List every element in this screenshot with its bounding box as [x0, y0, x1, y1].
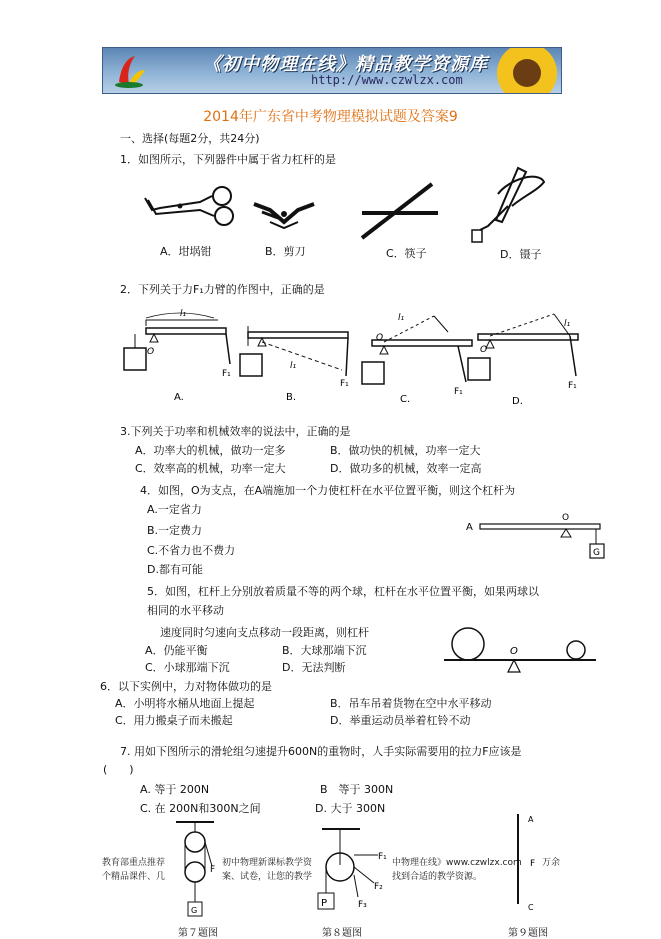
q4-figure — [466, 510, 616, 566]
header-banner — [102, 47, 562, 94]
q2-fig-d — [468, 314, 578, 407]
fig7-pulley — [170, 818, 220, 928]
watermark-far: 万余 — [542, 858, 561, 868]
svg-text:F₁: F₁ — [568, 381, 577, 391]
q3-option-b: B．做功快的机械，功率一定大 — [330, 444, 481, 457]
svg-text:F₁: F₁ — [378, 852, 387, 862]
q2-fig-b — [240, 326, 349, 403]
watermark-right-2: 找到合适的教学资源。 — [392, 872, 483, 882]
q4-option-d: D.都有可能 — [147, 563, 203, 576]
q6-option-a: A．小明将水桶从地面上提起 — [115, 697, 255, 710]
section-heading: 一、选择(每题2分，共24分) — [120, 132, 260, 145]
svg-text:G: G — [593, 548, 600, 558]
q7-option-a: A. 等于 200N — [140, 783, 210, 796]
watermark-left-2: 个精品课件、几 — [102, 872, 166, 882]
q4-stem: 4．如图，O为支点，在A端施加一个力使杠杆在水平位置平衡，则这个杠杆为 — [140, 484, 516, 497]
q5-stem-line2: 相同的水平移动 — [147, 604, 224, 617]
svg-text:D.: D. — [512, 396, 523, 407]
q7-option-d: D. 大于 300N — [315, 802, 386, 815]
svg-text:P: P — [321, 898, 328, 909]
svg-text:A: A — [528, 815, 534, 824]
q2-figures — [118, 306, 588, 406]
svg-text:l₁: l₁ — [290, 361, 297, 371]
watermark-left-1: 教育部重点推荐 — [102, 858, 166, 868]
sunflower-icon — [487, 47, 562, 94]
svg-text:F₁: F₁ — [222, 369, 231, 379]
q1-option-d: D．镊子 — [500, 248, 542, 261]
q2-fig-a — [124, 309, 231, 403]
banner-title: 《初中物理在线》精品教学资源库 — [203, 54, 488, 75]
q5-stem-line3: 速度同时匀速向支点移动一段距离，则杠杆 — [160, 626, 369, 639]
svg-text:O: O — [510, 646, 518, 657]
fig8-caption: 第８题图 — [322, 928, 362, 939]
svg-text:C: C — [528, 903, 534, 912]
q5-option-a: A．仍能平衡 — [145, 644, 208, 657]
q1-figure-scissors — [248, 196, 320, 236]
svg-text:O: O — [376, 333, 384, 343]
logo-icon — [113, 52, 147, 88]
q1-figure-tweezers — [468, 160, 558, 250]
q7-stem: 7. 用如下图所示的滑轮组匀速提升600N的重物时，人手实际需要用的拉力F应该是 — [120, 745, 522, 758]
svg-text:G: G — [191, 906, 198, 915]
q3-option-d: D．做功多的机械，效率一定高 — [330, 462, 482, 475]
svg-text:F₁: F₁ — [454, 387, 463, 397]
q1-option-a: A．坩埚钳 — [160, 245, 212, 258]
svg-text:C.: C. — [400, 394, 411, 405]
svg-text:A.: A. — [174, 392, 184, 403]
q6-option-b: B．吊车吊着货物在空中水平移动 — [330, 697, 492, 710]
q2-stem: 2．下列关于力F₁力臂的作图中，正确的是 — [120, 283, 325, 296]
q3-option-a: A．功率大的机械，做功一定多 — [135, 444, 286, 457]
q1-figure-chopsticks — [356, 180, 446, 245]
svg-text:F₁: F₁ — [340, 379, 349, 389]
svg-text:B.: B. — [286, 392, 297, 403]
q5-option-d: D．无法判断 — [282, 661, 346, 674]
q5-option-b: B．大球那端下沉 — [282, 644, 367, 657]
q4-option-a: A.一定省力 — [147, 503, 202, 516]
svg-text:l₁: l₁ — [564, 319, 571, 329]
q2-fig-c — [362, 313, 472, 405]
q5-figure — [440, 620, 600, 680]
svg-text:O: O — [147, 347, 155, 357]
q7-option-c: C. 在 200N和300N之间 — [140, 802, 261, 815]
q6-stem: 6．以下实例中，力对物体做功的是 — [100, 680, 272, 693]
fig9-caption: 第９题图 — [508, 928, 548, 939]
q4-option-b: B.一定费力 — [147, 524, 203, 537]
q6-option-c: C．用力搬桌子而未搬起 — [115, 714, 233, 727]
q6-option-d: D．举重运动员举着杠铃不动 — [330, 714, 471, 727]
q4-option-c: C.不省力也不费力 — [147, 544, 236, 557]
fig7-caption: 第７题图 — [178, 928, 218, 939]
fig8-pulley — [312, 825, 392, 925]
svg-text:l₁: l₁ — [180, 309, 187, 319]
watermark-mid-2: 案、试卷，让您的教学 — [222, 872, 313, 882]
watermark-right-1: 中物理在线》www.czwlzx.com — [392, 858, 522, 868]
q1-option-c: C．筷子 — [386, 247, 427, 260]
q5-option-c: C．小球那端下沉 — [145, 661, 230, 674]
q5-stem-line1: 5．如图，杠杆上分别放着质量不等的两个球，杠杆在水平位置平衡，如果两球以 — [147, 585, 539, 598]
q3-option-c: C．效率高的机械，功率一定大 — [135, 462, 286, 475]
q1-option-b: B．剪刀 — [265, 245, 306, 258]
svg-text:l₁: l₁ — [398, 313, 405, 323]
svg-text:O: O — [562, 513, 570, 523]
svg-text:F₂: F₂ — [374, 882, 383, 892]
svg-text:F: F — [210, 865, 216, 875]
banner-url[interactable]: http://www.czwlzx.com — [311, 73, 463, 87]
q1-figure-tongs — [140, 180, 240, 240]
document-title: 2014年广东省中考物理模拟试题及答案9 — [203, 109, 458, 125]
q7-paren: ( ) — [103, 763, 134, 776]
q7-option-b: B 等于 300N — [320, 783, 394, 796]
svg-text:F₃: F₃ — [358, 900, 367, 910]
svg-text:A: A — [466, 522, 473, 533]
svg-text:F: F — [530, 859, 536, 869]
q1-stem: 1．如图所示，下列器件中属于省力杠杆的是 — [120, 153, 336, 166]
watermark-mid-1: 初中物理新课标教学资 — [222, 858, 313, 868]
svg-text:O: O — [480, 345, 488, 355]
q3-stem: 3.下列关于功率和机械效率的说法中，正确的是 — [120, 425, 351, 438]
